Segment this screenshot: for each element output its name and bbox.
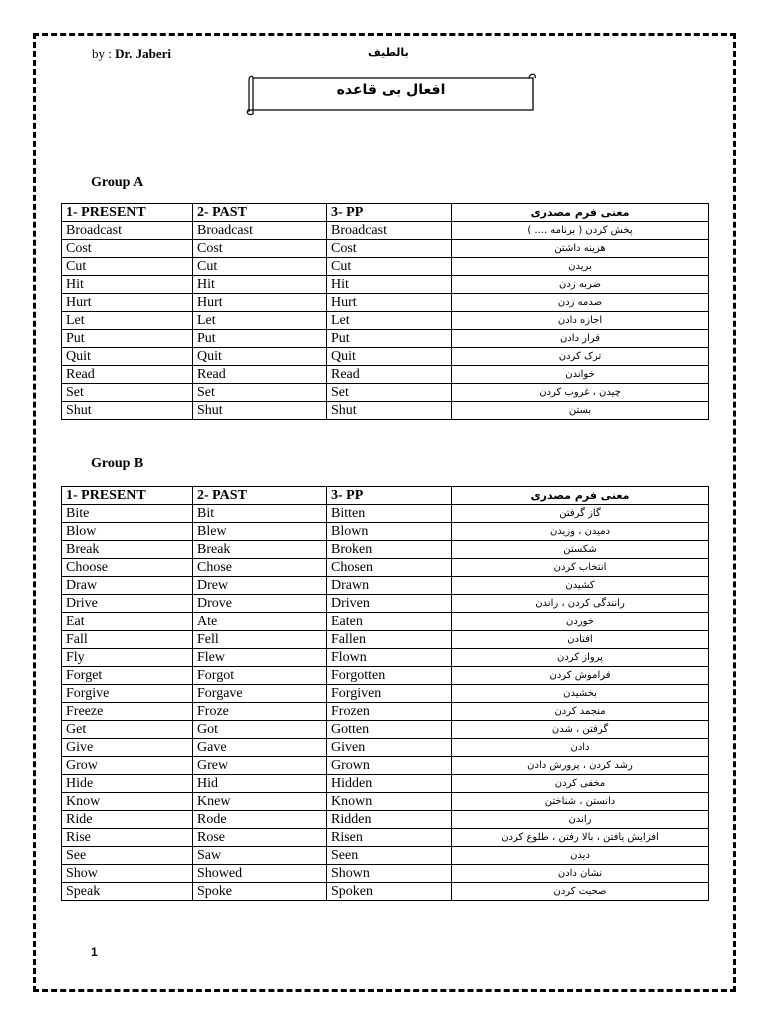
meaning-cell: پخش کردن ( برنامه .... ) (452, 222, 709, 240)
past-cell: Quit (193, 348, 327, 366)
col-meaning-header: معنی فرم مصدری (452, 487, 709, 505)
pp-cell: Risen (327, 829, 452, 847)
past-cell: Hurt (193, 294, 327, 312)
present-cell: Put (62, 330, 193, 348)
pp-cell: Forgotten (327, 667, 452, 685)
meaning-cell: رشد کردن ، پرورش دادن (452, 757, 709, 775)
table-row (62, 739, 709, 757)
meaning-cell: چیدن ، غروب کردن (452, 384, 709, 402)
table-row (62, 595, 709, 613)
pp-cell: Bitten (327, 505, 452, 523)
col-past-header: 2- PAST (193, 487, 327, 505)
table-row (62, 667, 709, 685)
group-b-title: Group B (91, 456, 144, 471)
pp-cell: Shut (327, 402, 452, 420)
author-prefix: by : (92, 46, 116, 61)
present-cell: Let (62, 312, 193, 330)
past-cell: Set (193, 384, 327, 402)
present-cell: Blow (62, 523, 193, 541)
present-cell: Set (62, 384, 193, 402)
table-row (62, 829, 709, 847)
table-row (62, 541, 709, 559)
basmala: بالطیف (368, 46, 409, 59)
present-cell: See (62, 847, 193, 865)
present-cell: Read (62, 366, 193, 384)
table-row (62, 330, 709, 348)
pp-cell: Driven (327, 595, 452, 613)
pp-cell: Cost (327, 240, 452, 258)
present-cell: Give (62, 739, 193, 757)
past-cell: Cut (193, 258, 327, 276)
present-cell: Show (62, 865, 193, 883)
past-cell: Fell (193, 631, 327, 649)
table-row (62, 348, 709, 366)
table-row (62, 294, 709, 312)
table-row (62, 402, 709, 420)
table-row (62, 523, 709, 541)
col-pp-header: 3- PP (327, 204, 452, 222)
pp-cell: Set (327, 384, 452, 402)
past-cell: Showed (193, 865, 327, 883)
past-cell: Chose (193, 559, 327, 577)
table-row (62, 222, 709, 240)
table-row (62, 505, 709, 523)
present-cell: Freeze (62, 703, 193, 721)
present-cell: Bite (62, 505, 193, 523)
pp-cell: Hurt (327, 294, 452, 312)
present-cell: Hit (62, 276, 193, 294)
present-cell: Broadcast (62, 222, 193, 240)
table-row (62, 883, 709, 901)
past-cell: Spoke (193, 883, 327, 901)
table-row (62, 775, 709, 793)
pp-cell: Spoken (327, 883, 452, 901)
present-cell: Cost (62, 240, 193, 258)
past-cell: Gave (193, 739, 327, 757)
meaning-cell: راندن (452, 811, 709, 829)
table-row (62, 258, 709, 276)
present-cell: Ride (62, 811, 193, 829)
table-row (62, 811, 709, 829)
meaning-cell: کشیدن (452, 577, 709, 595)
present-cell: Quit (62, 348, 193, 366)
past-cell: Drew (193, 577, 327, 595)
meaning-cell: دادن (452, 739, 709, 757)
col-pp-header: 3- PP (327, 487, 452, 505)
pp-cell: Broken (327, 541, 452, 559)
pp-cell: Read (327, 366, 452, 384)
present-cell: Drive (62, 595, 193, 613)
author-name: Dr. Jaberi (115, 46, 171, 61)
past-cell: Put (193, 330, 327, 348)
meaning-cell: دانستن ، شناختن (452, 793, 709, 811)
table-row (62, 631, 709, 649)
pp-cell: Cut (327, 258, 452, 276)
pp-cell: Forgiven (327, 685, 452, 703)
meaning-cell: ضربه زدن (452, 276, 709, 294)
col-present-header: 1- PRESENT (62, 487, 193, 505)
past-cell: Rose (193, 829, 327, 847)
past-cell: Got (193, 721, 327, 739)
past-cell: Saw (193, 847, 327, 865)
pp-cell: Flown (327, 649, 452, 667)
present-cell: Forgive (62, 685, 193, 703)
past-cell: Let (193, 312, 327, 330)
col-meaning-header: معنی فرم مصدری (452, 204, 709, 222)
pp-cell: Put (327, 330, 452, 348)
table-row (62, 793, 709, 811)
pp-cell: Drawn (327, 577, 452, 595)
past-cell: Flew (193, 649, 327, 667)
present-cell: Rise (62, 829, 193, 847)
meaning-cell: اجازه دادن (452, 312, 709, 330)
past-cell: Grew (193, 757, 327, 775)
table-row (62, 613, 709, 631)
title-scroll (245, 72, 537, 116)
present-cell: Speak (62, 883, 193, 901)
past-cell: Forgave (193, 685, 327, 703)
pp-cell: Given (327, 739, 452, 757)
pp-cell: Frozen (327, 703, 452, 721)
pp-cell: Hidden (327, 775, 452, 793)
table-row (62, 865, 709, 883)
past-cell: Blew (193, 523, 327, 541)
table-row (62, 721, 709, 739)
past-cell: Hid (193, 775, 327, 793)
table-row (62, 276, 709, 294)
past-cell: Drove (193, 595, 327, 613)
meaning-cell: گاز گرفتن (452, 505, 709, 523)
pp-cell: Blown (327, 523, 452, 541)
past-cell: Broadcast (193, 222, 327, 240)
author-line (92, 46, 171, 62)
present-cell: Grow (62, 757, 193, 775)
meaning-cell: هزینه داشتن (452, 240, 709, 258)
pp-cell: Grown (327, 757, 452, 775)
present-cell: Forget (62, 667, 193, 685)
meaning-cell: صحبت کردن (452, 883, 709, 901)
meaning-cell: بخشیدن (452, 685, 709, 703)
past-cell: Break (193, 541, 327, 559)
past-cell: Froze (193, 703, 327, 721)
page-title: افعال بی قاعده (336, 82, 446, 98)
meaning-cell: انتخاب کردن (452, 559, 709, 577)
pp-cell: Known (327, 793, 452, 811)
pp-cell: Ridden (327, 811, 452, 829)
present-cell: Fly (62, 649, 193, 667)
past-cell: Knew (193, 793, 327, 811)
pp-cell: Eaten (327, 613, 452, 631)
present-cell: Eat (62, 613, 193, 631)
pp-cell: Hit (327, 276, 452, 294)
meaning-cell: بریدن (452, 258, 709, 276)
meaning-cell: قرار دادن (452, 330, 709, 348)
meaning-cell: خوردن (452, 613, 709, 631)
past-cell: Cost (193, 240, 327, 258)
page-number: 1 (91, 945, 98, 959)
pp-cell: Seen (327, 847, 452, 865)
table-row (62, 703, 709, 721)
table-row (62, 577, 709, 595)
group-a-title: Group A (91, 175, 144, 190)
past-cell: Bit (193, 505, 327, 523)
pp-cell: Shown (327, 865, 452, 883)
meaning-cell: افتادن (452, 631, 709, 649)
present-cell: Hide (62, 775, 193, 793)
meaning-cell: رانندگی کردن ، راندن (452, 595, 709, 613)
meaning-cell: منجمد کردن (452, 703, 709, 721)
table-row (62, 559, 709, 577)
present-cell: Get (62, 721, 193, 739)
table-row (62, 240, 709, 258)
meaning-cell: مخفی کردن (452, 775, 709, 793)
meaning-cell: ترک کردن (452, 348, 709, 366)
past-cell: Hit (193, 276, 327, 294)
present-cell: Hurt (62, 294, 193, 312)
meaning-cell: دمیدن ، وزیدن (452, 523, 709, 541)
table-row (62, 366, 709, 384)
table-row (62, 847, 709, 865)
meaning-cell: دیدن (452, 847, 709, 865)
pp-cell: Broadcast (327, 222, 452, 240)
table-row (62, 312, 709, 330)
col-past-header: 2- PAST (193, 204, 327, 222)
past-cell: Ate (193, 613, 327, 631)
group-a-table (61, 203, 709, 420)
present-cell: Cut (62, 258, 193, 276)
table-row (62, 649, 709, 667)
table-row (62, 685, 709, 703)
pp-cell: Quit (327, 348, 452, 366)
pp-cell: Gotten (327, 721, 452, 739)
table-header-row (62, 204, 709, 222)
meaning-cell: نشان دادن (452, 865, 709, 883)
present-cell: Fall (62, 631, 193, 649)
meaning-cell: بستن (452, 402, 709, 420)
meaning-cell: فراموش کردن (452, 667, 709, 685)
meaning-cell: پرواز کردن (452, 649, 709, 667)
group-b-table (61, 486, 709, 901)
table-row (62, 757, 709, 775)
past-cell: Shut (193, 402, 327, 420)
past-cell: Forgot (193, 667, 327, 685)
col-present-header: 1- PRESENT (62, 204, 193, 222)
pp-cell: Let (327, 312, 452, 330)
pp-cell: Fallen (327, 631, 452, 649)
present-cell: Know (62, 793, 193, 811)
pp-cell: Chosen (327, 559, 452, 577)
past-cell: Rode (193, 811, 327, 829)
meaning-cell: خواندن (452, 366, 709, 384)
meaning-cell: افزایش یافتن ، بالا رفتن ، طلوع کردن (452, 829, 709, 847)
present-cell: Break (62, 541, 193, 559)
present-cell: Shut (62, 402, 193, 420)
past-cell: Read (193, 366, 327, 384)
present-cell: Draw (62, 577, 193, 595)
meaning-cell: صدمه زدن (452, 294, 709, 312)
meaning-cell: شکستن (452, 541, 709, 559)
table-header-row (62, 487, 709, 505)
table-row (62, 384, 709, 402)
meaning-cell: گرفتن ، شدن (452, 721, 709, 739)
present-cell: Choose (62, 559, 193, 577)
